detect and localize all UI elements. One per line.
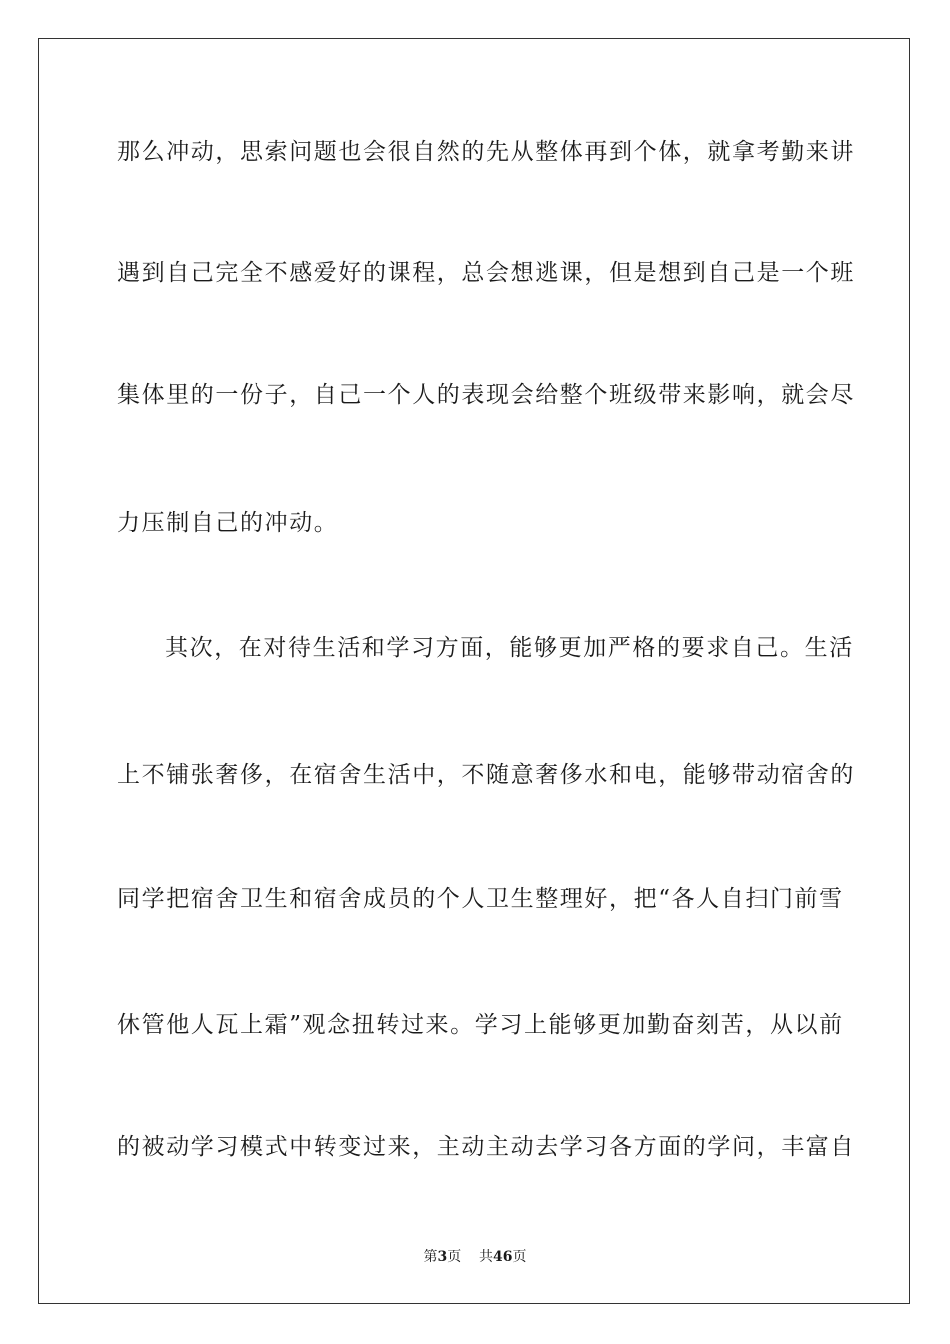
page-number: 3	[437, 1249, 448, 1265]
total-suffix: 页	[512, 1249, 527, 1265]
page-border	[38, 38, 910, 1304]
paragraph-line: 同学把宿舍卫生和宿舍成员的个人卫生整理好，把“各人自扫门前雪	[117, 886, 844, 912]
paragraph-line: 其次，在对待生活和学习方面，能够更加严格的要求自己。生活	[165, 635, 854, 661]
paragraph-line: 力压制自己的冲动。	[117, 510, 339, 536]
total-prefix: 共	[479, 1249, 494, 1265]
total-pages: 46	[493, 1249, 513, 1265]
paragraph-line: 的被动学习模式中转变过来，主动主动去学习各方面的学问，丰富自	[117, 1134, 855, 1160]
paragraph-line: 遇到自己完全不感爱好的课程，总会想逃课，但是想到自己是一个班	[117, 260, 855, 286]
paragraph-line: 上不铺张奢侈，在宿舍生活中，不随意奢侈水和电，能够带动宿舍的	[117, 762, 855, 788]
paragraph-line: 那么冲动，思索问题也会很自然的先从整体再到个体，就拿考勤来讲	[117, 139, 855, 165]
page-footer	[0, 1248, 950, 1266]
paragraph-line: 集体里的一份子，自己一个人的表现会给整个班级带来影响，就会尽	[117, 382, 855, 408]
paragraph-line: 休管他人瓦上霜”观念扭转过来。学习上能够更加勤奋刻苦，从以前	[117, 1012, 844, 1038]
page-prefix: 第	[423, 1249, 438, 1265]
page-suffix: 页	[447, 1249, 462, 1265]
